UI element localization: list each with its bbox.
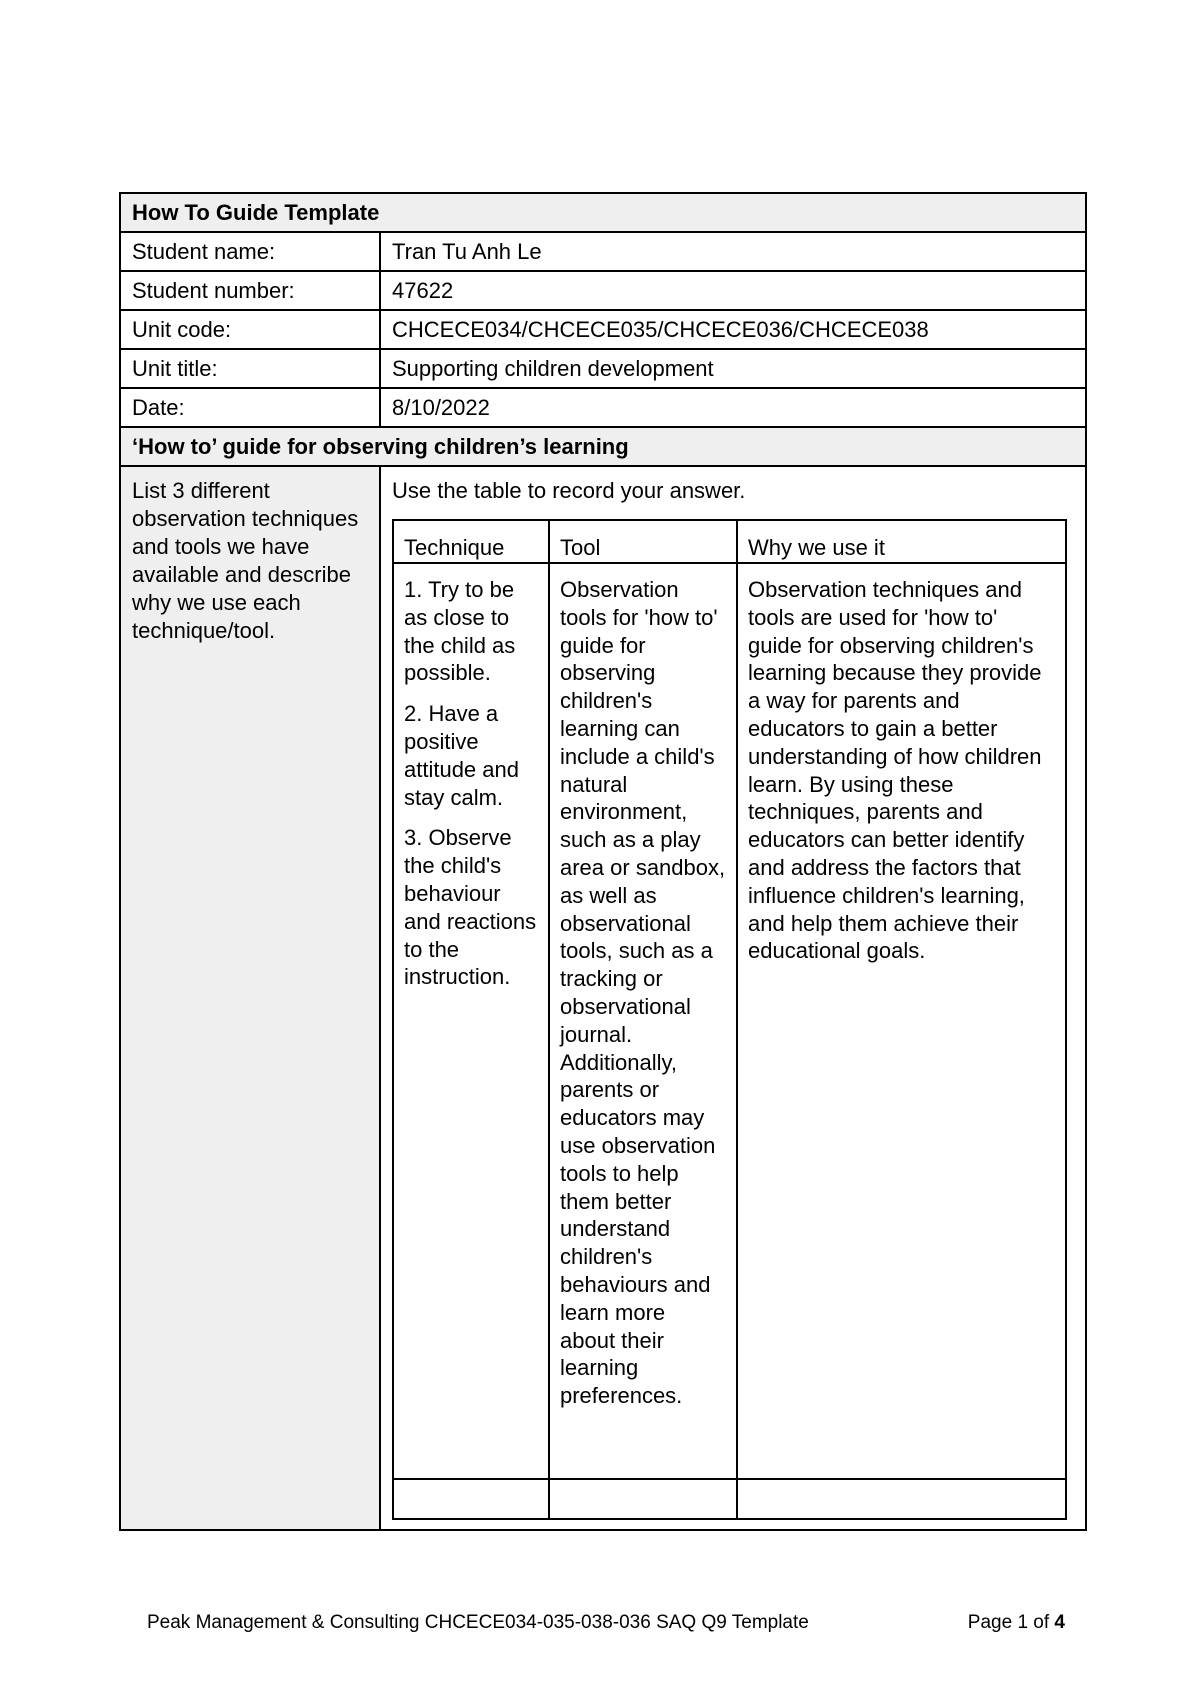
unit-code-label: Unit code:	[120, 310, 380, 349]
student-number-value: 47622	[380, 271, 1086, 310]
student-name-value: Tran Tu Anh Le	[380, 232, 1086, 271]
date-row	[120, 388, 1086, 427]
unit-code-value: CHCECE034/CHCECE035/CHCECE036/CHCECE038	[380, 310, 1086, 349]
header-technique: Technique	[393, 520, 549, 563]
question-row	[120, 466, 1086, 1530]
student-number-row	[120, 271, 1086, 310]
empty-cell	[737, 1479, 1066, 1519]
footer-document-title: Peak Management & Consulting CHCECE034-035-038-036 SAQ Q9 Template	[147, 1612, 809, 1633]
answer-table	[392, 519, 1067, 1520]
unit-code-row	[120, 310, 1086, 349]
unit-title-row	[120, 349, 1086, 388]
empty-cell	[549, 1479, 737, 1519]
technique-cell	[393, 563, 549, 1479]
page-total: 4	[1054, 1612, 1065, 1633]
unit-title-value: Supporting children development	[380, 349, 1086, 388]
student-name-label: Student name:	[120, 232, 380, 271]
answer-area	[380, 466, 1086, 1530]
date-value: 8/10/2022	[380, 388, 1086, 427]
date-label: Date:	[120, 388, 380, 427]
student-number-label: Student number:	[120, 271, 380, 310]
student-name-row	[120, 232, 1086, 271]
question-prompt: List 3 different observation techniques and tools we have available and describe why we use each technique/tool.	[120, 466, 380, 1530]
technique-item: 1. Try to be as close to the child as possible.	[404, 577, 516, 686]
unit-title-label: Unit title:	[120, 349, 380, 388]
page-number: Page 1 of 4	[967, 1612, 1065, 1633]
header-why: Why we use it	[737, 520, 1066, 563]
page-current: 1	[1017, 1612, 1029, 1633]
tool-cell: Observation tools for 'how to' guide for observing children's learning can include a child's natural environment, such as a play area or sandbox, as well as observational tools, such as a tracking or observational journal. Additionally, parents or educators may use observation tools to help them better understand children's behaviours and learn more about their learning preferences.	[549, 563, 737, 1479]
form-title: How To Guide Template	[120, 193, 1086, 232]
how-to-guide-form	[119, 192, 1087, 1531]
page-footer	[147, 1612, 1065, 1634]
why-cell: Observation techniques and tools are used for 'how to' guide for observing children's learning because they provide a way for parents and educators to gain a better understanding of how children learn. By using these techniques, parents and educators can better identify and address the factors that influence children's learning, and help them achieve their educational goals.	[737, 563, 1066, 1479]
header-tool: Tool	[549, 520, 737, 563]
section-title: ‘How to’ guide for observing children’s learning	[120, 427, 1086, 466]
technique-item: 3. Observe the child's behaviour and reactions to the instruction.	[404, 825, 537, 990]
empty-cell	[393, 1479, 549, 1519]
technique-item: 2. Have a positive attitude and stay calm.	[404, 701, 519, 810]
instruction-text: Use the table to record your answer.	[392, 478, 746, 503]
